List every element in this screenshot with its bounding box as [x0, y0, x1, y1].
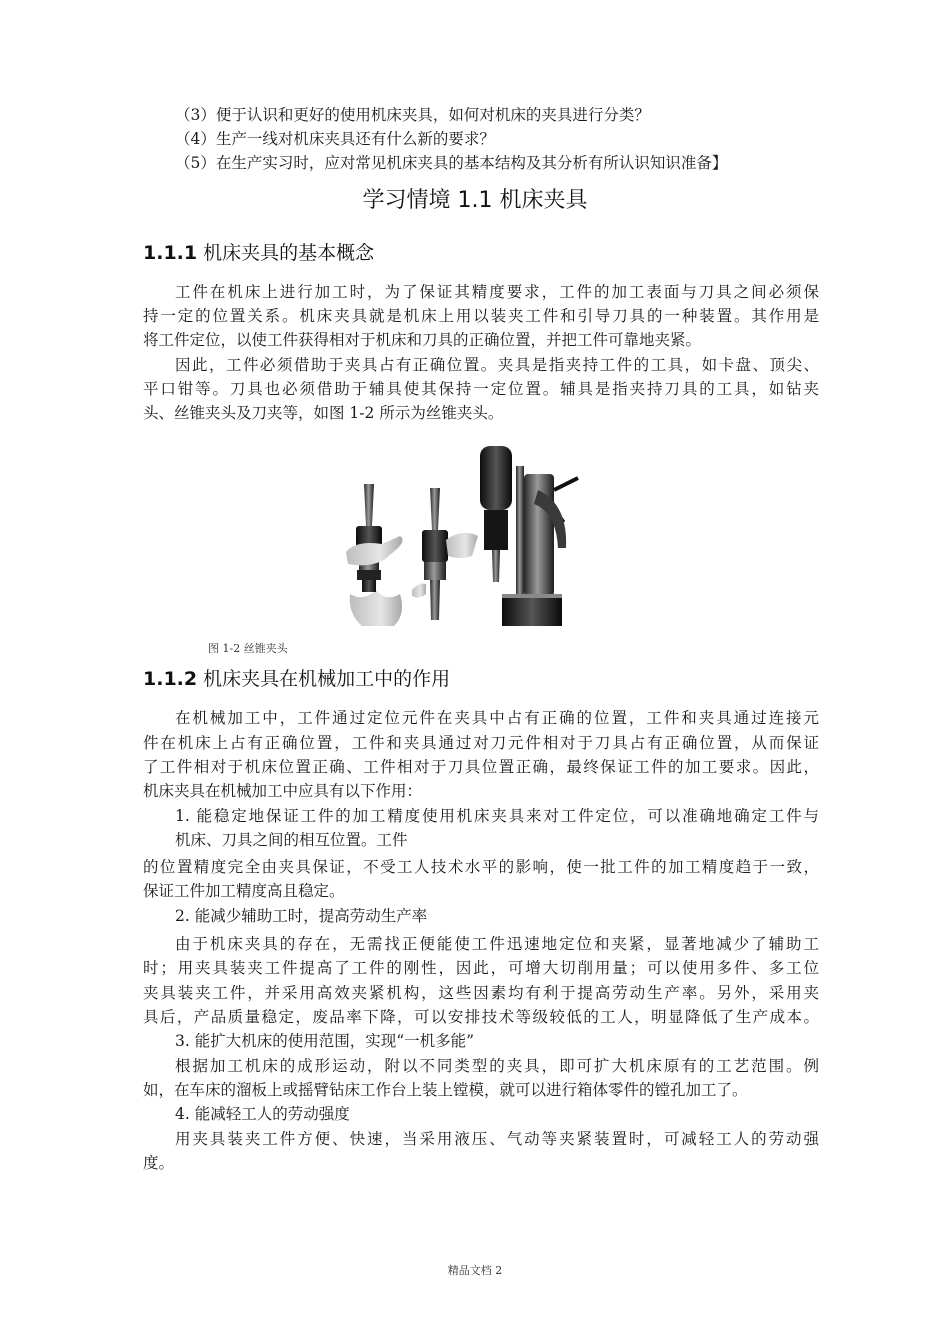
s2-line-11: 时；用夹具装夹工件提高了工件的刚性，因此，可增大切削用量；可以使用多件、多工位: [143, 959, 819, 977]
s2-line-14: 3. 能扩大机床的使用范围，实现“一机多能”: [175, 1032, 475, 1050]
section-2-heading: [143, 664, 450, 691]
s2-line-5: 1. 能稳定地保证工件的加工精度使用机床夹具来对工件定位，可以准确地确定工件与: [175, 807, 819, 825]
s2-line-15: 根据加工机床的成形运动，附以不同类型的夹具，即可扩大机床原有的工艺范围。例: [175, 1057, 819, 1075]
question-5: （5）在生产实习时，应对常见机床夹具的基本结构及其分析有所认识知识准备】: [175, 154, 728, 172]
magnetic-drill: [480, 446, 578, 626]
s2-line-10: 由于机床夹具的存在，无需找正便能使工件迅速地定位和夹紧，显著地减少了辅助工: [175, 935, 819, 953]
s2-line-12: 夹具装夹工件，并采用高效夹紧机构，这些因素均有利于提高劳动生产率。另外，采用夹: [143, 984, 819, 1002]
s2-line-1: 在机械加工中，工件通过定位元件在夹具中占有正确的位置，工件和夹具通过连接元: [175, 709, 819, 727]
s1-line-4: 因此，工件必须借助于夹具占有正确位置。夹具是指夹持工件的工具，如卡盘、顶尖、: [175, 356, 819, 374]
tap-chuck-1: [346, 484, 403, 626]
s1-line-3: 将工件定位，以使工件获得相对于机床和刀具的正确位置，并把工件可靠地夹紧。: [143, 331, 702, 349]
s2-line-6: 机床、刀具之间的相互位置。工件: [175, 831, 408, 849]
s2-line-7: 的位置精度完全由夹具保证，不受工人技术水平的影响，使一批工件的加工精度趋于一致，: [143, 858, 819, 876]
section-1-number: 1.1.1: [143, 242, 198, 264]
s2-line-9: 2. 能减少辅助工时，提高劳动生产率: [175, 907, 428, 925]
s1-line-6: 头、丝锥夹头及刀夹等，如图 1-2 所示为丝锥夹头。: [143, 404, 504, 422]
s1-line-2: 持一定的位置关系。机床夹具就是机床上用以装夹工件和引导刀具的一种装置。其作用是: [143, 307, 819, 325]
section-2-number: 1.1.2: [143, 668, 198, 690]
s2-line-4: 机床夹具在机械加工中应具有以下作用：: [143, 782, 423, 800]
s2-line-3: 了工件相对于机床位置正确、工件相对于刀具位置正确，最终保证工件的加工要求。因此，: [143, 758, 819, 776]
s2-line-18: 用夹具装夹工件方便、快速，当采用液压、气动等夹紧装置时，可减轻工人的劳动强: [175, 1130, 819, 1148]
section-1-title: 机床夹具的基本概念: [203, 242, 375, 264]
page-title: 学习情境 1.1 机床夹具: [362, 188, 588, 213]
s2-line-16: 如，在车床的溜板上或摇臂钻床工作台上装上镗模，就可以进行箱体零件的镗孔加工了。: [143, 1081, 748, 1099]
s1-line-1: 工件在机床上进行加工时，为了保证其精度要求，工件的加工表面与刀具之间必须保: [175, 283, 819, 301]
question-4: （4）生产一线对机床夹具还有什么新的要求？: [175, 130, 495, 148]
question-3: （3）便于认识和更好的使用机床夹具，如何对机床的夹具进行分类？: [175, 106, 650, 124]
section-2-title: 机床夹具在机械加工中的作用: [203, 668, 451, 690]
tap-chuck-2: [412, 488, 478, 620]
s2-line-19: 度。: [143, 1154, 175, 1172]
figure-caption: 图 1-2 丝锥夹头: [208, 642, 288, 655]
s2-line-13: 具后，产品质量稳定，废品率下降，可以安排技术等级较低的工人，明显降低了生产成本。: [143, 1008, 819, 1026]
tap-chuck-figure: [342, 444, 590, 636]
s1-line-5: 平口钳等。刀具也必须借助于辅具使其保持一定位置。辅具是指夹持刀具的工具，如钻夹: [143, 380, 819, 398]
s2-line-17: 4. 能减轻工人的劳动强度: [175, 1105, 350, 1123]
section-1-heading: [143, 238, 374, 265]
s2-line-8: 保证工件加工精度高且稳定。: [143, 882, 345, 900]
page-footer: 精品文档 2: [447, 1264, 503, 1277]
s2-line-2: 件在机床上占有正确位置，工件和夹具通过对刀元件相对于刀具占有正确位置，从而保证: [143, 734, 819, 752]
